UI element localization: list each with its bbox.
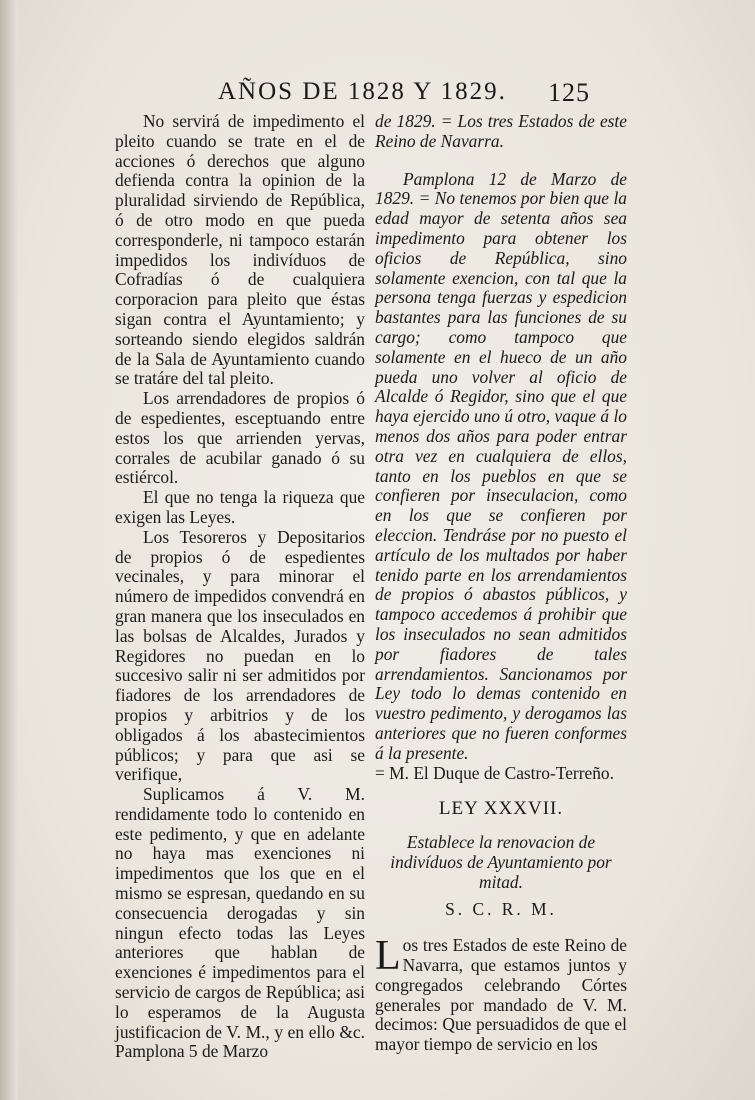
paragraph-arrendadores: Los arrendadores de propios ó de espedientes, esceptuando entre estos los que arrienden yervas, corrales de acubilar ganado ó su estiércol. [115, 388, 365, 488]
law-opening-text: os tres Estados de este Reino de Navarra, que estamos juntos y congregados celebrando Córtes generales por mandado de V. M. decimos: Que persuadidos de que el mayor tiempo de servicio en los [375, 935, 627, 1055]
paragraph-suplicamos: Suplicamos á V. M. rendidamente todo lo contenido en este pedimento, y que en adelante no haya mas exenciones ni impedimentos que los que en el mismo se espresan, quedando en su consecuencia derogadas y sin ningun efecto todas las Leyes anteriores que hablan de exenciones é impedimentos para el servicio de cargos de República; asi lo esperamos de la Augusta justificacion de V. M., y en ello &c. Pamplona 5 de Marzo [115, 784, 365, 1062]
decree-signature: = M. El Duque de Castro-Terreño. [375, 762, 614, 783]
paragraph-riqueza: El que no tenga la riqueza que exigen las Leyes. [115, 487, 365, 527]
running-title: AÑOS DE 1828 Y 1829. [218, 78, 507, 105]
royal-decree: Pamplona 12 de Marzo de 1829. = No tenemos por bien que la edad mayor de setenta años sea impedimento para obtener los oficios de República, sino solamente exencion, con tal que la persona tenga fuerzas y espedicion bastantes para las funciones de su cargo; como tampoco que solamente en el hueco de un año pueda uno volver al oficio de Alcalde ó Regidor, sino que el que haya ejercido uno ú otro, vaque á lo menos dos años para poder entrar otra vez en cualquiera de ellos, tanto en los pueblos en que se confieren por inseculacion, como en los que se confieren por eleccion. Tendráse por no puesto el artículo de los multados por haber tenido parte en los arrendamientos de propios ó abastos públicos, y tampoco accedemos á prohibir que los inseculados no sean admitidos por fiadores de tales arrendamientos. Sancionamos por Ley todo lo demas contenido en vuestro pedimento, y derogamos las anteriores que no fueren conformes á la presente. [375, 168, 627, 763]
law-summary: Establece la renovacion de indivíduos de Ayuntamiento por mitad. [390, 832, 612, 892]
paragraph-tesoreros: Los Tesoreros y Depositarios de propios ó de espedientes vecinales, y para minorar el número de impedidos convendrá en gran manera que los inseculados en las bolsas de Alcaldes, Jurados y Regidores no puedan en lo succesivo salir ni ser admitidos por fiadores de los arrendadores de propios y arbitrios y de los obligados á los abastecimientos públicos; y para que asi se verifique, [115, 526, 365, 785]
law-opening-paragraph [375, 933, 627, 1055]
royal-address: S. C. R. M. [445, 899, 557, 920]
left-column [115, 112, 365, 1062]
petition-continuation: de 1829. = Los tres Estados de este Reino de Navarra. [375, 111, 627, 151]
page-number: 125 [548, 78, 590, 107]
page-header [0, 78, 755, 112]
paragraph-pleito: No servirá de impedimento el pleito cuando se trate en el de acciones ó derechos que alguno defienda contra la opinion de la pluralidad sirviendo de República, ó de otro modo en que pueda corresponderle, ni tampoco estarán impedidos los indivíduos de Cofradías ó de cualquiera corporacion para pleito que éstas sigan contra el Ayuntamiento; y sorteando siendo elegidos saldrán de la Sala de Ayuntamiento cuando se tratáre del tal pleito. [115, 111, 365, 389]
page-binding-shadow [0, 0, 18, 1100]
drop-cap-letter: L [375, 933, 401, 980]
law-heading: LEY XXXVII. [438, 798, 564, 820]
right-column [375, 112, 627, 1055]
